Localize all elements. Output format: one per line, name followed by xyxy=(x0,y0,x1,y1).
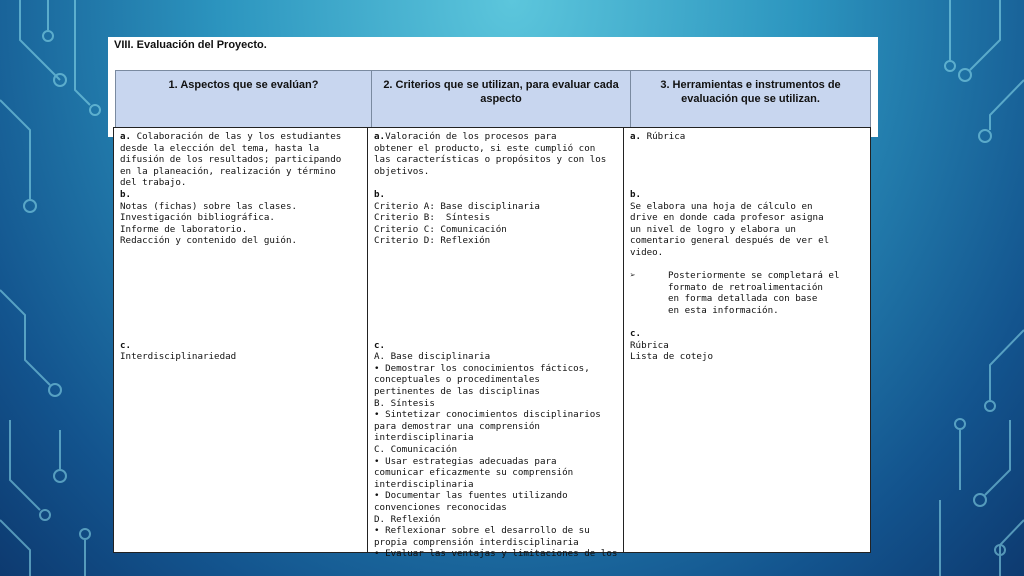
text-line: • Sintetizar conocimientos disciplinarios xyxy=(374,409,601,421)
text-line: interdisciplinaria xyxy=(374,432,474,444)
text-line: • Evaluar las ventajas y limitaciones de los xyxy=(374,548,618,560)
text-line: objetivos. xyxy=(374,165,430,177)
text-line: Investigación bibliográfica. xyxy=(120,212,275,224)
table-header-row xyxy=(115,70,871,128)
text-line: Criterio B: Síntesis xyxy=(374,212,491,224)
document-header-sheet xyxy=(108,37,878,137)
text-line: propia comprensión interdisciplinaria xyxy=(374,536,579,548)
text-line: Se elabora una hoja de cálculo en xyxy=(630,200,813,212)
text-line: formato de retroalimentación xyxy=(668,281,823,293)
text-line: en la planeación, realización y término xyxy=(120,165,336,177)
item-a-text: Rúbrica xyxy=(641,131,686,142)
item-c-label: c. xyxy=(374,339,386,351)
text-line: Criterio A: Base disciplinaria xyxy=(374,200,540,212)
text-line: • Reflexionar sobre el desarrollo de su xyxy=(374,525,590,537)
text-line: drive en donde cada profesor asigna xyxy=(630,212,824,224)
text-line: difusión de los resultados; participando xyxy=(120,154,342,166)
text-line: A. Base disciplinaria xyxy=(374,351,491,363)
text-line: en esta información. xyxy=(668,304,779,316)
text-line: • Documentar las fuentes utilizando xyxy=(374,490,568,502)
text-line: Interdisciplinariedad xyxy=(120,351,237,363)
text-line: Rúbrica xyxy=(630,339,669,351)
text-line: en forma detallada con base xyxy=(668,293,818,305)
text-line: obtener el producto, si este cumplió con xyxy=(374,142,596,154)
item-c-label: c. xyxy=(630,328,642,340)
text-line: Notas (fichas) sobre las clases. xyxy=(120,200,298,212)
text-line: Posteriormente se completará el xyxy=(668,270,840,282)
text-line: C. Comunicación xyxy=(374,444,457,456)
document-title: VIII. Evaluación del Proyecto. xyxy=(114,39,267,51)
text-line: interdisciplinaria xyxy=(374,478,474,490)
item-a-text: Colaboración de las y los estudiantes xyxy=(131,131,342,142)
column-aspectos xyxy=(114,128,368,552)
text-line: un nivel de logro y elabora un xyxy=(630,223,796,235)
text-line: Criterio D: Reflexión xyxy=(374,235,491,247)
arrow-bullet-icon: ➢ xyxy=(630,270,636,282)
column-criterios xyxy=(368,128,624,560)
header-herramientas: 3. Herramientas e instrumentos de evaluación que se utilizan. xyxy=(660,79,841,105)
item-b-label: b. xyxy=(374,188,386,200)
item-a-label: a. xyxy=(120,131,132,142)
evaluation-table-body xyxy=(113,127,871,560)
text-line: • Usar estrategias adecuadas para xyxy=(374,455,557,467)
text-line: las características o propósitos y con los xyxy=(374,154,607,166)
text-line: comentario general después de ver el xyxy=(630,235,830,247)
header-criterios: 2. Criterios que se utilizan, para evaluar cada aspecto xyxy=(372,71,631,127)
text-line: conceptuales o procedimentales xyxy=(374,374,540,386)
header-aspectos: 1. Aspectos que se evalúan? xyxy=(116,71,372,127)
text-line: Criterio C: Comunicación xyxy=(374,223,507,235)
item-c-label: c. xyxy=(120,339,132,351)
item-a-label: a. xyxy=(374,131,386,142)
text-line: Lista de cotejo xyxy=(630,351,713,363)
column-herramientas xyxy=(624,128,870,552)
text-line: comunicar eficazmente su comprensión xyxy=(374,467,574,479)
text-line: Informe de laboratorio. xyxy=(120,223,248,235)
text-line: Redacción y contenido del guión. xyxy=(120,235,298,247)
item-a-label: a. xyxy=(630,131,642,142)
text-line: desde la elección del tema, hasta la xyxy=(120,142,320,154)
text-line: pertinentes de las disciplinas xyxy=(374,386,540,398)
text-line: del trabajo. xyxy=(120,177,187,189)
text-line: • Demostrar los conocimientos fácticos, xyxy=(374,362,590,374)
item-b-label: b. xyxy=(630,188,642,200)
text-line: convenciones reconocidas xyxy=(374,502,507,513)
text-line: D. Reflexión xyxy=(374,513,441,525)
item-a-text: Valoración de los procesos para xyxy=(385,131,557,142)
text-line: B. Síntesis xyxy=(374,397,435,409)
text-line: para demostrar una comprensión xyxy=(374,420,540,432)
text-line: video. xyxy=(630,246,664,258)
arrow-bullet-item xyxy=(630,270,865,316)
item-b-label: b. xyxy=(120,188,132,200)
